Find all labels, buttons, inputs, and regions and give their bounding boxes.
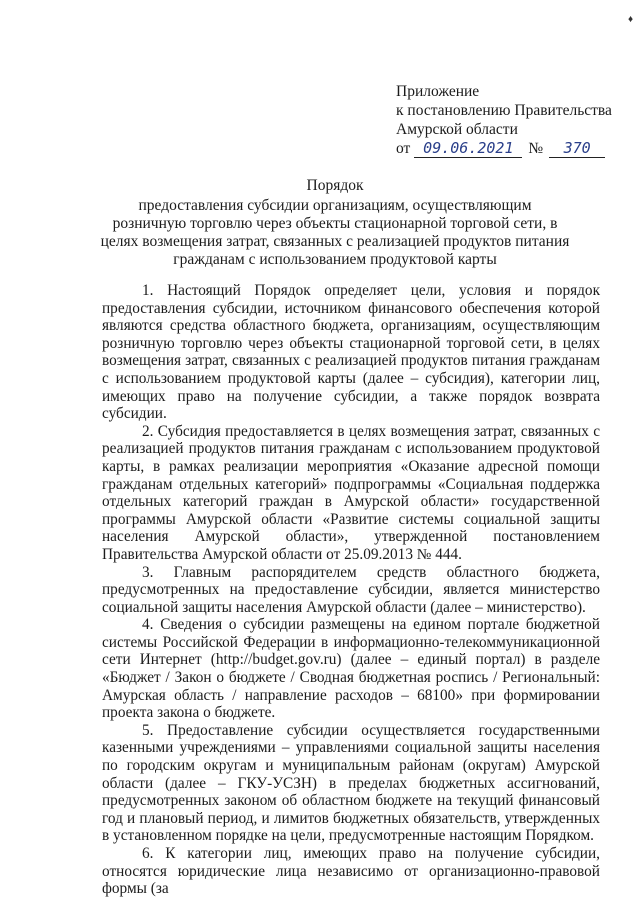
document-title [100, 177, 570, 269]
number-sign: № [528, 140, 544, 157]
appendix-line-1: Приложение [396, 83, 480, 100]
paragraph-4: 4. Сведения о субсидии размещены на едином портале бюджетной системы Российской Федерации в информационно-телекоммуникационной сети Интернет (http://budget.gov.ru) (далее – единый портал) в разделе «Бюджет / Закон о бюджете / Сводная бюджетная роспись / Региональный: Амурская область / направление расходов – 68100» при формировании проекта закона о бюджете. [102, 616, 600, 722]
appendix-block [396, 82, 612, 158]
title-subtitle: предоставления субсидии организациям, осуществляющим розничную торговлю через объекты стационарной торговой сети, в целях возмещения затрат, связанных с реализацией продуктов питания гражданам с использованием продуктовой карты [100, 197, 570, 268]
handwritten-date: 09.06.2021 [414, 140, 522, 158]
document-body [102, 282, 600, 898]
paragraph-3: 3. Главным распорядителем средств областного бюджета, предусмотренных на предоставление субсидии, является министерство социальной защиты населения Амурской области (далее – министерство). [102, 563, 600, 616]
paragraph-6: 6. К категории лиц, имеющих право на получение субсидии, относятся юридические лица независимо от организационно-правовой формы (за [102, 845, 600, 898]
appendix-line-2: к постановлению Правительства [396, 102, 612, 119]
paragraph-5: 5. Предоставление субсидии осуществляется государственными казенными учреждениями – управлениями социальной защиты населения по городским округам и муниципальным районам (округам) Амурской области (далее – ГКУ-УСЗН) в пределах бюджетных ассигнований, предусмотренных законом об областном бюджете на текущий финансовый год и плановый период, и лимитов бюджетных обязательств, утвержденных в установленном порядке на цели, предусмотренные настоящим Порядком. [102, 721, 600, 845]
scan-mark: ♦ [628, 14, 634, 25]
date-prefix: от [396, 140, 411, 157]
appendix-line-3: Амурской области [396, 121, 518, 138]
paragraph-1: 1. Настоящий Порядок определяет цели, условия и порядок предоставления субсидии, источником финансового обеспечения которой являются средства областного бюджета, организациям, осуществляющим розничную торговлю через объекты стационарной торговой сети, в целях возмещения затрат, связанных с реализацией продуктов питания гражданам с использованием продуктовой карты (далее – субсидия), категории лиц, имеющих право на получение субсидии, а также порядок возврата субсидии. [102, 282, 600, 423]
paragraph-2: 2. Субсидия предоставляется в целях возмещения затрат, связанных с реализацией продуктов питания гражданам с использованием продуктовой карты, в рамках реализации мероприятия «Оказание адресной помощи гражданам отдельных категорий» подпрограммы «Социальная поддержка отдельных категорий граждан в Амурской области» государственной программы Амурской области «Развитие системы социальной защиты населения Амурской области», утвержденной постановлением Правительства Амурской области от 25.09.2013 № 444. [102, 422, 600, 563]
appendix-date-number-line [396, 139, 612, 158]
handwritten-number: 370 [549, 140, 605, 158]
title-heading: Порядок [306, 177, 364, 194]
